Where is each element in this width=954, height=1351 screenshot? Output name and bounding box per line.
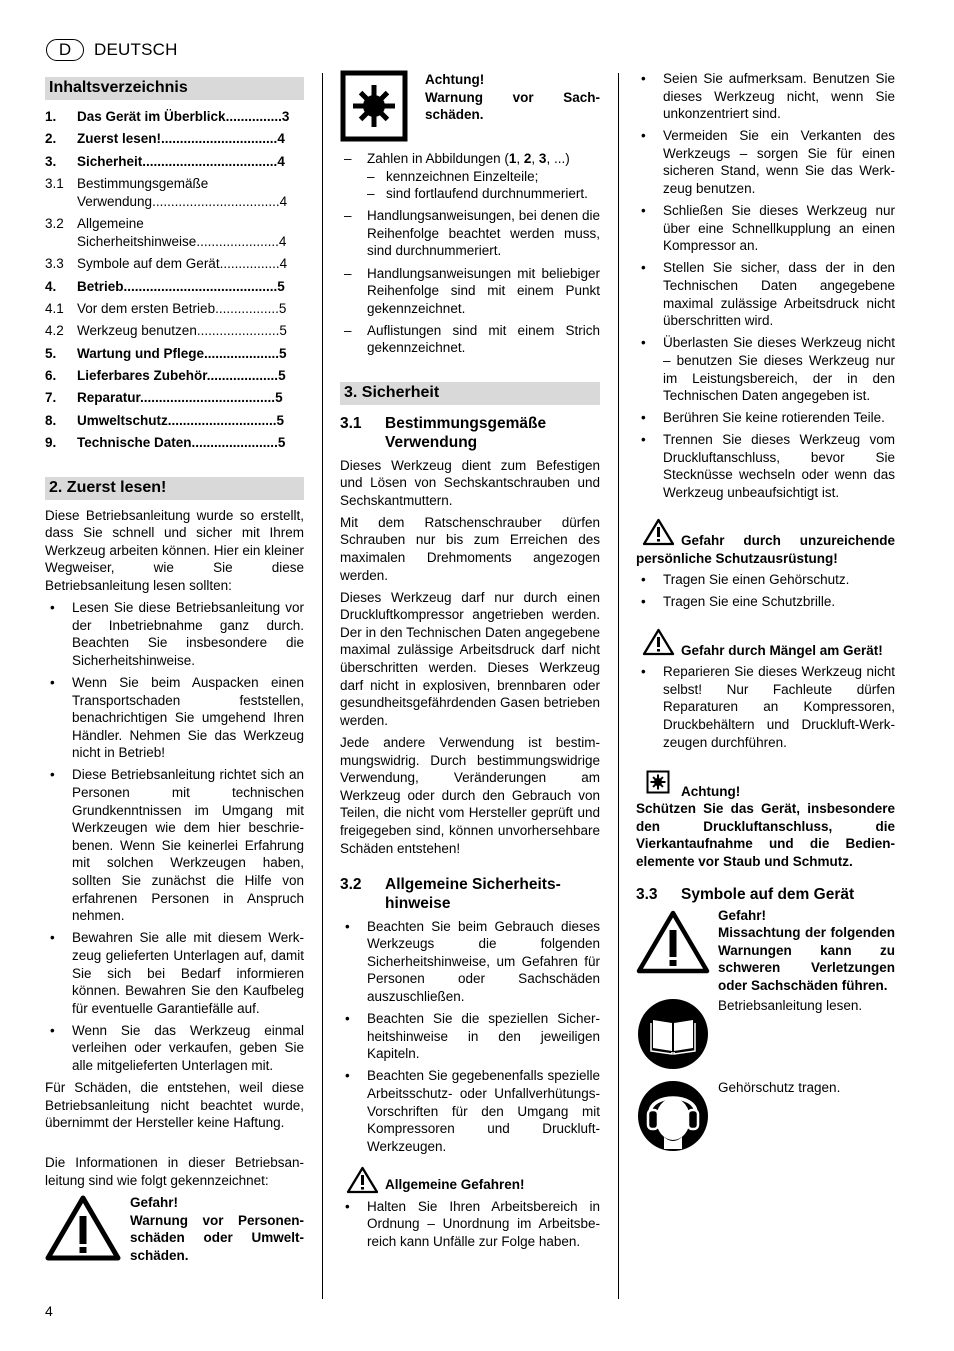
toc-entry-text: Umweltschutz	[77, 412, 168, 428]
list-item: • Beachten Sie gegebenenfalls spezielle Arbeitsschutz- oder Unfallverhütungs-Vorschriften für den Umgang mit Kompressoren und Druckluft-Werkzeugen.	[340, 1067, 600, 1155]
list-item: – Handlungsanweisungen, bei denen die Reihenfolge beachtet werden muss, sind durchnummeriert.	[340, 207, 600, 260]
toc-entry-number: 6.	[45, 368, 57, 384]
gefahr-label: Gefahr!	[130, 1195, 179, 1211]
toc-entry-page: 3	[281, 109, 290, 124]
maengel-heading: Gefahr durch Mängel am Gerät!	[681, 642, 883, 658]
toc-entry-page: 4	[278, 233, 287, 249]
warning-triangle-icon	[642, 518, 675, 546]
safety-bullets	[636, 70, 895, 502]
toc-entry-title	[77, 367, 304, 385]
toc-entry-dots: ...............	[225, 109, 282, 124]
allgemeine-gefahren-label: Allgemeine Gefahren!	[385, 1177, 525, 1193]
toc-entry-title	[77, 434, 304, 452]
toc-entry-page: 4	[277, 153, 285, 169]
section-3-1-num: 3.1	[340, 414, 362, 432]
list-item: • Schließen Sie dieses Werkzeug nur über eine Schnellkupplung an einen Kompressor an.	[636, 202, 895, 255]
section-2-intro: Diese Betriebsanleitung wurde so erstellt, dass Sie schnell und sicher mit Ihrem Werkzeug arbeiten können. Hier ein kleiner Wegweiser, wie Sie diese Betriebsanleitung lesen sollten:	[45, 507, 304, 594]
warning-triangle-icon	[346, 1166, 379, 1194]
toc-entry	[45, 322, 304, 340]
danger-triangle-icon	[45, 1194, 121, 1262]
toc-entry-number: 3.2	[45, 216, 64, 232]
toc-entry-dots: .......................	[191, 435, 278, 451]
toc-entry-page: 5	[277, 278, 285, 294]
toc-entry-number: 3.1	[45, 176, 64, 192]
toc-entry-dots: ................	[219, 256, 280, 272]
list-item: – Handlungsanweisungen mit beliebiger Reihenfolge sind mit einem Punkt gekennzeichnet.	[340, 265, 600, 318]
danger-triangle-icon	[636, 909, 710, 975]
read-manual-text: Betriebsanleitung lesen.	[718, 997, 863, 1013]
toc-entry-text: Betrieb	[77, 278, 124, 294]
list-item: • Berühren Sie keine rotierenden Teile.	[636, 409, 895, 427]
list-item: • Lesen Sie diese Betriebsanleitung vor der Inbetriebnahme ganz durch. Beachten Sie insbesondere die Sicherheitshinweise.	[45, 599, 304, 669]
list-item: • Seien Sie aufmerksam. Benutzen Sie dieses Werkzeug nicht, wenn Sie unkonzentriert sind.	[636, 70, 895, 123]
toc-entry-number: 9.	[45, 435, 57, 451]
section-3-3-num: 3.3	[636, 885, 658, 903]
toc-entry	[45, 153, 304, 171]
toc-entry-dots: ....................................	[140, 390, 276, 406]
toc-entry-title	[77, 153, 304, 171]
toc-entry	[45, 175, 304, 210]
notation-list	[340, 150, 600, 203]
section-3-2-heading	[340, 875, 600, 913]
toc-entry-title	[77, 255, 304, 273]
toc-entry-page: 4	[279, 193, 288, 209]
toc-entry-dots: ....................	[204, 345, 280, 361]
zahlen-post: , ...)	[546, 151, 570, 166]
achtung-text-2: Schützen Sie das Gerät, insbesondere den Druckluftanschluss, die Vierkantaufnahme und die Bedienelemente vor Staub und Schmutz.	[636, 801, 895, 869]
toc-entry-text: Reparatur	[77, 390, 141, 406]
column-1	[45, 77, 304, 1264]
section-3-title: 3. Sicherheit	[340, 382, 600, 405]
toc-entry-number: 3.3	[45, 256, 64, 272]
achtung-label-2: Achtung!	[681, 783, 741, 799]
toc-entry-title	[77, 108, 304, 126]
toc-entry-text: Zuerst lesen!	[77, 131, 162, 147]
schutzausruestung-bullets	[636, 571, 895, 611]
section-3-2-num: 3.2	[340, 875, 362, 893]
toc-entry-title	[77, 345, 304, 363]
paragraph: Jede andere Verwendung ist bestimmungswidrig. Durch bestimmungswidrige Verwendung, Veränderungen am Werkzeug oder durch den Gebrauch von Teilen, die nicht vom Hersteller geprüft und freigegeben sind, können unvorhersehbare Schäden entstehen!	[340, 734, 600, 856]
list-item: • Bewahren Sie alle mit diesem Werkzeug gelieferten Unterlagen auf, damit Sie sich bei Bedarf informieren können. Bewahren Sie den Kaufbeleg für eventuelle Garantiefälle auf.	[45, 929, 304, 1017]
toc-entry	[45, 130, 304, 148]
toc-entry-title	[77, 130, 304, 148]
toc-entry-dots: ..................................	[152, 193, 280, 209]
section-3-2-title: Allgemeine Sicherheitshinweise	[385, 875, 561, 912]
toc-entry-text: Allgemeine Sicherheitshinweise	[77, 216, 197, 249]
toc-entry	[45, 367, 304, 385]
zahlen-sublist	[367, 168, 600, 203]
section-3-1-heading	[340, 414, 600, 452]
toc-entry-text: Sicherheit	[77, 153, 143, 169]
list-item: • Tragen Sie eine Schutzbrille.	[636, 593, 895, 611]
notation-dashes	[340, 207, 600, 357]
toc-title: Inhaltsverzeichnis	[45, 77, 304, 100]
haftung-text: Für Schäden, die entstehen, weil diese Betriebsanleitung nicht beachtet wurde, übernimmt der Hersteller keine Haftung.	[45, 1080, 304, 1131]
page-header	[46, 38, 178, 62]
toc-entry	[45, 300, 304, 318]
property-damage-icon	[646, 770, 670, 794]
toc-entry-page: 5	[279, 323, 287, 339]
toc-entry	[45, 345, 304, 363]
paragraph: Dieses Werkzeug darf nur durch einen Druckluftkompressor angetrieben werden. Der in den Technischen Daten angegebene maximal zulässige Arbeitsdruck darf nicht überschritten werden. Dieses Werkzeug darf nicht in explosiven, brennbaren oder gesundheitsgefährdenden Gasen betrieben werden.	[340, 589, 600, 728]
section-3-3-heading	[636, 885, 895, 904]
toc-entry-text: Das Gerät im Überblick	[77, 109, 226, 124]
list-item: • Trennen Sie dieses Werkzeug vom Druckluftanschluss, bevor Sie Stecknüsse wechseln oder wenn das Werkzeug unbeaufsichtigt ist.	[636, 431, 895, 501]
toc-entry-text: Werkzeug benutzen	[77, 323, 197, 339]
section-3-1-title: Bestimmungsgemäße Verwendung	[385, 414, 547, 451]
toc-entry	[45, 278, 304, 296]
list-item: • Tragen Sie einen Gehörschutz.	[636, 571, 895, 589]
toc-entry-title	[77, 278, 304, 296]
paragraph: Mit dem Ratschenschrauber dürfen Schrauben nur bis zum Erreichen des maximalen Drehmoments angezogen werden.	[340, 514, 600, 583]
language-code: D	[58, 40, 72, 60]
toc-entry-dots: .................	[215, 300, 279, 316]
toc-entry-page: 4	[277, 131, 285, 147]
toc-entry-page: 5	[275, 390, 283, 406]
toc-entry	[45, 108, 304, 126]
gefahr-text: Warnung vor Personenschäden oder Umweltschäden.	[130, 1212, 304, 1263]
list-item: • Beachten Sie die speziellen Sicherheitshinweise in den jeweiligen Kapiteln.	[340, 1010, 600, 1063]
toc-entry-number: 3.	[45, 153, 57, 169]
toc-entry-number: 4.1	[45, 300, 64, 316]
toc-entry-dots: ......................	[196, 233, 279, 249]
toc-entry-number: 4.2	[45, 323, 64, 339]
allgemeine-gefahren-bullets	[340, 1198, 600, 1251]
list-item: • Stellen Sie sicher, dass der in den Technischen Daten angegebene maximal zulässige Arbeitsdruck nicht überschritten wird.	[636, 259, 895, 329]
zahlen-n3: 3	[538, 151, 547, 166]
toc-entry-title	[77, 322, 304, 340]
toc-entry-text: Vor dem ersten Betrieb	[77, 300, 216, 316]
maengel-bullets	[636, 663, 895, 751]
toc-entry	[45, 434, 304, 452]
read-manual-icon	[636, 997, 710, 1071]
toc-entry	[45, 412, 304, 430]
section-3-1-paragraphs	[340, 457, 600, 858]
list-item: – kennzeichnen Einzelteile;	[367, 168, 600, 186]
toc-entry-number: 7.	[45, 390, 57, 406]
toc-entry-dots: ....................................	[142, 153, 278, 169]
column-2	[340, 70, 600, 1255]
ear-protection-text: Gehörschutz tragen.	[718, 1079, 841, 1095]
toc-entry	[45, 255, 304, 273]
list-item: • Überlasten Sie dieses Werkzeug nicht – benutzen Sie dieses Werkzeug nur im Leistungsbereich, der in den Technischen Daten angegeben ist.	[636, 334, 895, 404]
toc-entry-text: Symbole auf dem Gerät	[77, 256, 220, 272]
column-divider-1	[322, 73, 323, 1299]
toc-entry-text: Technische Daten	[77, 435, 192, 451]
toc-entry-page: 4	[279, 256, 288, 272]
zahlen-sep2: ,	[531, 151, 539, 166]
toc-entry-dots: ...............................	[161, 131, 278, 147]
info-text: Die Informationen in dieser Betriebsanleitung sind wie folgt gekennzeichnet:	[45, 1155, 304, 1188]
toc-entry	[45, 215, 304, 250]
toc-entry-title	[77, 389, 304, 407]
list-item: • Beachten Sie beim Gebrauch dieses Werkzeugs die folgenden Sicherheitshinweise, um Gefahren für Personen oder Sachschäden auszuschließen.	[340, 918, 600, 1006]
paragraph: Dieses Werkzeug dient zum Befestigen und Lösen von Sechskantschrauben und Sechskantmuttern.	[340, 457, 600, 508]
toc-entry-dots: ...................	[206, 368, 279, 384]
toc-entry-dots: .............................	[167, 412, 277, 428]
language-name: DEUTSCH	[94, 40, 178, 60]
section-3-2-bullets	[340, 918, 600, 1156]
toc-entry-title	[77, 412, 304, 430]
list-item: – Auflistungen sind mit einem Strich gekennzeichnet.	[340, 322, 600, 357]
toc-entry-page: 5	[276, 412, 285, 428]
list-item: • Reparieren Sie dieses Werkzeug nicht selbst! Nur Fachleute dürfen Reparaturen an Kompressoren, Druckbehältern und Druckluft-Werkzeugen durchführen.	[636, 663, 895, 751]
toc-entry-title	[77, 215, 304, 250]
section-3-3-title: Symbole auf dem Gerät	[681, 885, 855, 903]
zahlen-n2: 2	[523, 151, 532, 166]
toc-entry-page: 5	[279, 345, 287, 361]
ear-protection-icon	[636, 1079, 710, 1153]
list-item: • Diese Betriebsanleitung richtet sich an Personen mit technischen Grundkenntnissen im Umgang mit Werkzeugen wie dem hier beschriebenen. Wenn Sie keinerlei Erfahrung mit solchen Werkzeugen haben, sollten Sie zunächst die Hilfe von erfahrenen Personen in Anspruch nehmen.	[45, 766, 304, 924]
list-item: • Wenn Sie beim Auspacken einen Transportschaden feststellen, benachrichtigen Sie umgehend Ihren Händler. Nehmen Sie das Werkzeug nicht in Betrieb!	[45, 674, 304, 762]
schutzausruestung-heading: Gefahr durch unzureichende persönliche Schutzausrüstung!	[636, 533, 895, 566]
toc-entry-page: 5	[277, 435, 286, 451]
toc-entry	[45, 389, 304, 407]
toc-entry-dots: .........................................	[123, 278, 278, 294]
toc-entry-number: 1.	[45, 109, 57, 124]
toc-entry-text: Wartung und Pflege	[77, 345, 204, 361]
column-divider-2	[618, 73, 619, 1299]
toc-entry-number: 2.	[45, 131, 57, 147]
gefahr-text-2: Missachtung der folgenden Warnungen kann zu schweren Verletzungen oder Sachschäden führen.	[718, 925, 895, 993]
list-item: • Halten Sie Ihren Arbeitsbereich in Ordnung – Unordnung im Arbeitsbereich kann Unfälle zur Folge haben.	[340, 1198, 600, 1251]
toc-entry-text: Bestimmungsgemäße Verwendung	[77, 176, 209, 209]
table-of-contents	[45, 108, 304, 452]
warning-triangle-icon	[642, 628, 675, 656]
gefahr-label-2: Gefahr!	[718, 907, 767, 923]
column-3	[636, 70, 895, 1153]
section-2-bullets	[45, 599, 304, 1074]
toc-entry-title	[77, 175, 304, 210]
list-item: • Vermeiden Sie ein Verkanten des Werkzeugs – sorgen Sie für einen sicheren Stand, wenn Sie das Werkzeug benutzen.	[636, 127, 895, 197]
zahlen-sep1: ,	[516, 151, 524, 166]
list-item: • Wenn Sie das Werkzeug einmal verleihen oder verkaufen, geben Sie alle mitgelieferten Unterlagen mit.	[45, 1022, 304, 1075]
toc-entry-number: 4.	[45, 278, 57, 294]
achtung-text: Warnung vor Sachschäden.	[425, 89, 600, 123]
zahlen-pre: Zahlen in Abbildungen (	[367, 151, 509, 166]
zahlen-n1: 1	[508, 151, 517, 166]
toc-entry-text: Lieferbares Zubehör	[77, 368, 207, 384]
list-item: – sind fortlaufend durchnummeriert.	[367, 185, 600, 203]
toc-entry-page: 5	[278, 300, 287, 316]
toc-entry-title	[77, 300, 304, 318]
section-2-title: 2. Zuerst lesen!	[45, 477, 304, 500]
toc-entry-number: 5.	[45, 345, 57, 361]
toc-entry-page: 5	[278, 368, 286, 384]
toc-entry-dots: ......................	[196, 323, 280, 339]
property-damage-icon	[340, 70, 408, 142]
achtung-label: Achtung!	[425, 72, 485, 87]
page-number: 4	[45, 1303, 53, 1319]
toc-entry-number: 8.	[45, 412, 57, 428]
notation-zahlen	[340, 150, 600, 203]
language-code-badge	[46, 39, 84, 61]
